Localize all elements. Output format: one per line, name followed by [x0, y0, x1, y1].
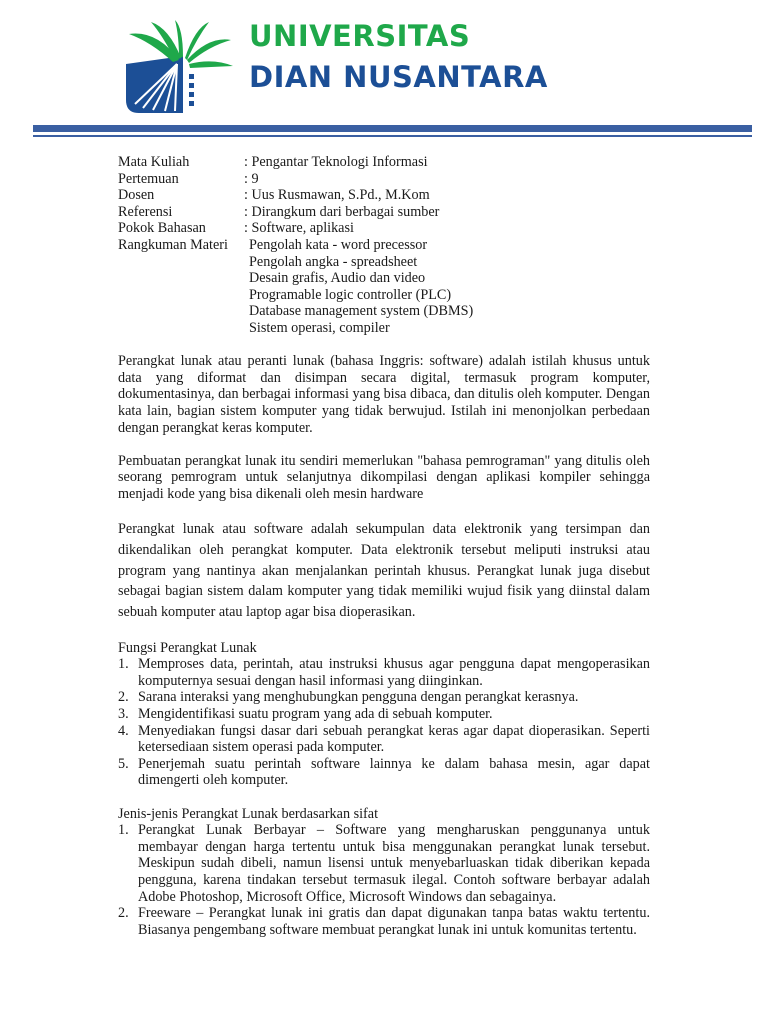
- list-text: Perangkat Lunak Berbayar – Software yang mengharuskan penggunanya untuk membayar dengan harga tertentu untuk bisa menggunakan perangkat lunak tersebut. Meskipun sudah dibeli, namun lisensi untuk menyebarluaskan tidak diberikan kepada pengguna, karena tindakan tersebut termasuk ilegal. Contoh software berbayar adalah Adobe Photoshop, Microsoft Office, Microsoft Windows dan sebagainya.: [138, 822, 650, 905]
- meta-row: [118, 187, 650, 204]
- list-text: Menyediakan fungsi dasar dari sebuah perangkat keras agar dapat dioperasikan. Seperti ketersediaan sistem operasi pada komputer.: [138, 722, 650, 756]
- list-item: [118, 756, 650, 789]
- list-number: 1.: [118, 656, 129, 673]
- jenis-list: [118, 822, 650, 938]
- list-item: [118, 822, 650, 905]
- list-number: 5.: [118, 755, 129, 772]
- course-meta: [118, 154, 650, 337]
- list-number: 2.: [118, 905, 129, 922]
- topic-item: Database management system (DBMS): [249, 303, 474, 320]
- list-number: 3.: [118, 706, 129, 723]
- list-text: Memproses data, perintah, atau instruksi khusus agar pengguna dapat mengoperasikan komputernya sesuai dengan hasil informasi yang diinginkan.: [138, 656, 650, 689]
- paragraph: Perangkat lunak atau peranti lunak (bahasa Inggris: software) adalah istilah khusus untuk data yang diformat dan disimpan secara digital, termasuk program komputer, dokumentasinya, dan berbagai informasi yang bisa dibaca, dan ditulis oleh komputer. Dengan kata lain, bagian sistem komputer yang tidak berwujud. Istilah ini menonjolkan perbedaan dengan perangkat keras komputer.: [118, 353, 650, 436]
- header-rule-thick: [33, 125, 752, 132]
- meta-label: Dosen: [118, 187, 155, 204]
- meta-value: : Pengantar Teknologi Informasi: [244, 154, 428, 170]
- section-title: Jenis-jenis Perangkat Lunak berdasarkan sifat: [118, 805, 379, 822]
- section-title: Fungsi Perangkat Lunak: [118, 639, 257, 656]
- meta-row: [118, 237, 650, 254]
- page-header: [0, 0, 768, 130]
- paragraph: Pembuatan perangkat lunak itu sendiri memerlukan "bahasa pemrograman" yang ditulis oleh seorang pemrogram untuk selanjutnya dikompilasi dengan aplikasi kompiler sehingga menjadi kode yang bisa dikenali oleh mesin hardware: [118, 452, 650, 502]
- header-rule-thin: [33, 135, 752, 137]
- meta-label: Pokok Bahasan: [118, 220, 206, 237]
- list-item: [118, 689, 650, 706]
- document-body: [118, 154, 650, 938]
- list-text: Freeware – Perangkat lunak ini gratis dan dapat digunakan tanpa batas waktu tertentu. Biasanya pengembang software membuat perangkat lunak ini untuk komunitas tertentu.: [138, 905, 650, 938]
- meta-row: [118, 220, 650, 237]
- meta-row: [118, 154, 650, 171]
- meta-label: Rangkuman Materi: [118, 236, 228, 253]
- topic-item: Pengolah angka - spreadsheet: [249, 253, 418, 270]
- list-item: [118, 706, 650, 723]
- list-item: [118, 656, 650, 689]
- list-item: [118, 905, 650, 938]
- university-name: [249, 19, 548, 94]
- meta-value: : 9: [244, 170, 259, 187]
- university-name-line1: UNIVERSITAS: [249, 19, 471, 53]
- meta-value: : Dirangkum dari berbagai sumber: [244, 203, 440, 220]
- list-text: Penerjemah suatu perintah software lainnya ke dalam bahasa mesin, agar dapat dimengerti oleh komputer.: [138, 755, 650, 789]
- meta-label: Pertemuan: [118, 170, 179, 187]
- fungsi-list: [118, 656, 650, 789]
- meta-value: : Software, aplikasi: [244, 220, 354, 237]
- list-number: 1.: [118, 822, 129, 839]
- meta-label: Referensi: [118, 203, 173, 220]
- topic-item: Desain grafis, Audio dan video: [249, 270, 426, 287]
- meta-label: Mata Kuliah: [118, 154, 190, 170]
- topic-list: [249, 254, 650, 337]
- paragraph: Perangkat lunak atau software adalah sekumpulan data elektronik yang tersimpan dan dikendalikan oleh perangkat komputer. Data elektronik tersebut meliputi instruksi atau program yang nantinya akan menjalankan perintah khusus. Perangkat lunak juga disebut sebagai bagian sistem dalam komputer yang tidak memiliki wujud fisik yang diinstal dalam sebuah komputer atau laptop agar bisa dioperasikan.: [118, 521, 650, 621]
- list-text: Mengidentifikasi suatu program yang ada di sebuah komputer.: [138, 706, 493, 723]
- list-number: 4.: [118, 722, 129, 739]
- meta-value: : Uus Rusmawan, S.Pd., M.Kom: [244, 187, 430, 204]
- university-name-line2: DIAN NUSANTARA: [249, 60, 548, 94]
- meta-row: [118, 171, 650, 188]
- list-item: [118, 723, 650, 756]
- topic-item: Programable logic controller (PLC): [249, 286, 452, 303]
- topic-item: Sistem operasi, compiler: [249, 319, 390, 336]
- list-number: 2.: [118, 689, 129, 706]
- university-logo: [121, 20, 233, 113]
- meta-value: Pengolah kata - word precessor: [249, 236, 428, 253]
- meta-row: [118, 204, 650, 221]
- list-text: Sarana interaksi yang menghubungkan pengguna dengan perangkat kerasnya.: [138, 689, 579, 706]
